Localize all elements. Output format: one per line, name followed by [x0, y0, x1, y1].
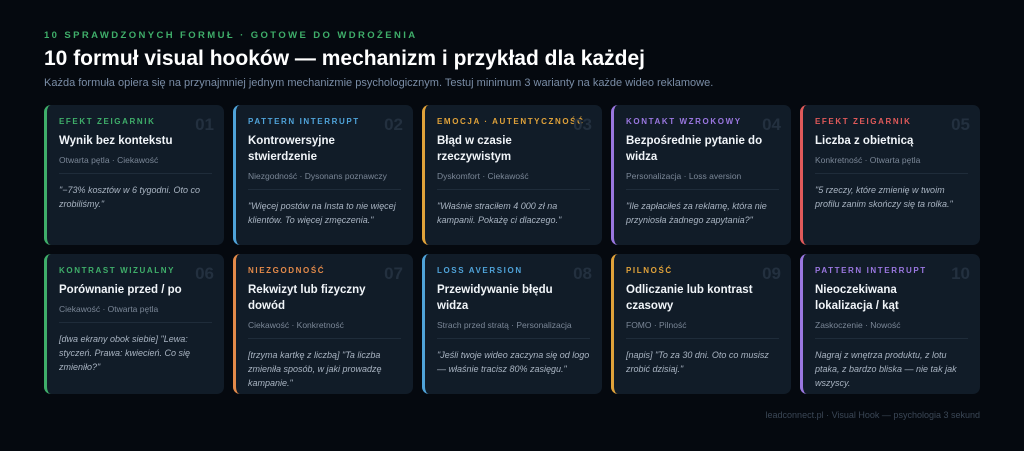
- formula-card: [44, 105, 224, 245]
- card-title: Nieoczekiwana lokalizacja / kąt: [815, 284, 899, 312]
- card-number: 06: [195, 264, 214, 283]
- card-mechanism: Ciekawość · Konkretność: [248, 320, 401, 339]
- page-subtitle: Każda formuła opiera się na przynajmniej jednym mechanizmie psychologicznym. Testuj minimum 3 warianty na każde wideo reklamowe.: [44, 77, 714, 89]
- card-tag: KONTRAST WIZUALNY: [59, 266, 176, 275]
- formula-card: [611, 105, 791, 245]
- card-number: 05: [951, 115, 970, 134]
- card-tag: PATTERN INTERRUPT: [815, 266, 927, 275]
- card-tag: PATTERN INTERRUPT: [248, 117, 360, 126]
- formula-card: [800, 254, 980, 394]
- card-title: Porównanie przed / po: [59, 284, 182, 296]
- card-title: Rekwizyt lub fizyczny dowód: [248, 284, 366, 312]
- card-example: [napis] "To za 30 dni. Oto co musisz zrobić dzisiaj.": [626, 350, 769, 374]
- card-example: "Właśnie straciłem 4 000 zł na kampanii. Pokażę ci dlaczego.": [437, 201, 562, 225]
- card-example: "Więcej postów na Insta to nie więcej klientów. To więcej zmęczenia.": [248, 201, 396, 225]
- card-example: "5 rzeczy, które zmienię w twoim profilu zanim skończy się ta rolka.": [815, 185, 953, 209]
- formula-card: [422, 105, 602, 245]
- card-example: "Ile zapłaciłeś za reklamę, która nie przyniosła żadnego zapytania?": [626, 201, 767, 225]
- card-tag: EFEKT ZEIGARNIK: [815, 117, 912, 126]
- card-number: 04: [762, 115, 781, 134]
- card-title: Liczba z obietnicą: [815, 135, 914, 147]
- card-mechanism: Personalizacja · Loss aversion: [626, 171, 779, 190]
- card-example: "Jeśli twoje wideo zaczyna się od logo — właśnie tracisz 80% zasięgu.": [437, 350, 590, 374]
- card-mechanism: Dyskomfort · Ciekawość: [437, 171, 590, 190]
- card-title: Kontrowersyjne stwierdzenie: [248, 135, 335, 163]
- formula-card: [233, 105, 413, 245]
- card-title: Odliczanie lub kontrast czasowy: [626, 284, 753, 312]
- card-number: 01: [195, 115, 214, 134]
- formula-card: [233, 254, 413, 394]
- card-number: 07: [384, 264, 403, 283]
- card-number: 03: [573, 115, 592, 134]
- card-tag: PILNOŚĆ: [626, 266, 673, 275]
- formula-card: [44, 254, 224, 394]
- card-example: "−73% kosztów w 6 tygodni. Oto co zrobiliśmy.": [59, 185, 201, 209]
- card-example: [trzyma kartkę z liczbą] "Ta liczba zmieniła sposób, w jaki prowadzę kampanie.": [248, 350, 382, 388]
- card-mechanism: Strach przed stratą · Personalizacja: [437, 320, 590, 339]
- page-title: 10 formuł visual hooków — mechanizm i przykład dla każdej: [44, 47, 646, 70]
- card-mechanism: Konkretność · Otwarta pętla: [815, 155, 968, 174]
- card-tag: EFEKT ZEIGARNIK: [59, 117, 156, 126]
- card-tag: EMOCJA · AUTENTYCZNOŚĆ: [437, 117, 585, 126]
- card-tag: LOSS AVERSION: [437, 266, 523, 275]
- card-mechanism: Ciekawość · Otwarta pętla: [59, 304, 212, 323]
- card-number: 10: [951, 264, 970, 283]
- card-title: Błąd w czasie rzeczywistym: [437, 135, 512, 163]
- footer-credit: leadconnect.pl · Visual Hook — psychologia 3 sekund: [765, 410, 980, 420]
- card-number: 09: [762, 264, 781, 283]
- card-mechanism: FOMO · Pilność: [626, 320, 779, 339]
- card-number: 08: [573, 264, 592, 283]
- card-title: Przewidywanie błędu widza: [437, 284, 553, 312]
- card-mechanism: Niezgodność · Dysonans poznawczy: [248, 171, 401, 190]
- card-mechanism: Zaskoczenie · Nowość: [815, 320, 968, 339]
- formula-card: [800, 105, 980, 245]
- card-mechanism: Otwarta pętla · Ciekawość: [59, 155, 212, 174]
- card-example: Nagraj z wnętrza produktu, z lotu ptaka, z bardzo bliska — nie tak jak wszyscy.: [815, 350, 957, 388]
- formula-card: [422, 254, 602, 394]
- formula-card: [611, 254, 791, 394]
- card-number: 02: [384, 115, 403, 134]
- card-tag: NIEZGODNOŚĆ: [248, 266, 326, 275]
- card-title: Bezpośrednie pytanie do widza: [626, 135, 763, 163]
- card-tag: KONTAKT WZROKOWY: [626, 117, 742, 126]
- card-example: [dwa ekrany obok siebie] "Lewa: styczeń. Prawa: kwiecień. Co się zmieniło?": [59, 334, 191, 372]
- eyebrow: 10 SPRAWDZONYCH FORMUŁ · GOTOWE DO WDROŻENIA: [44, 30, 418, 41]
- card-title: Wynik bez kontekstu: [59, 135, 173, 147]
- formula-grid: [44, 105, 980, 394]
